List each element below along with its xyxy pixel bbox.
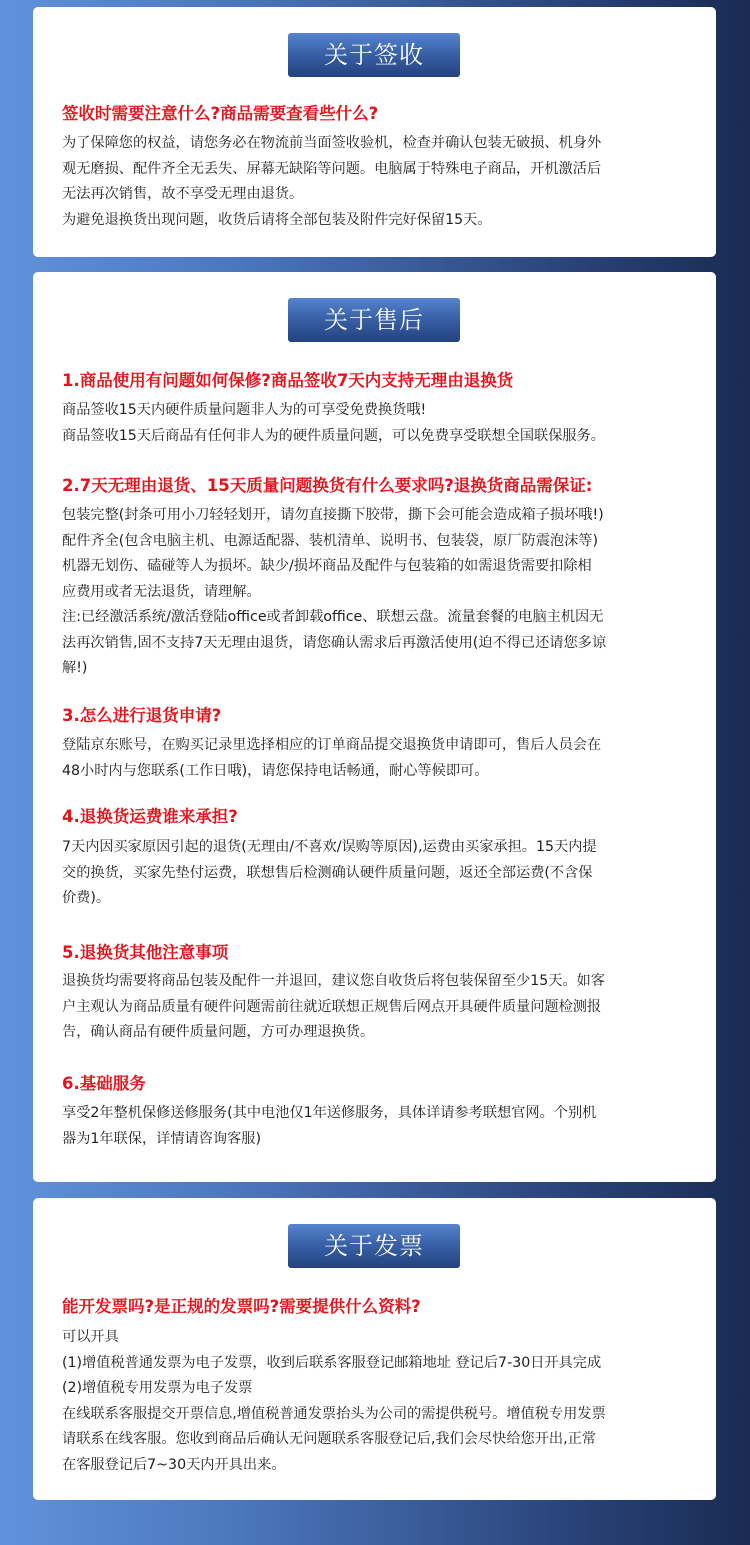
text-line: 观无磨损、配件齐全无丢失、屏幕无缺陷等问题。电脑属于特殊电子商品，开机激活后	[62, 160, 602, 177]
text-line: 请联系在线客服。您收到商品后确认无问题联系客服登记后,我们会尽快给您开出,正常	[62, 1431, 596, 1447]
text-line: 包装完整(封条可用小刀轻轻划开，请勿直接撕下胶带，撕下会可能会造成箱子损坏哦!)	[62, 507, 604, 523]
after-sales-answer-5-text	[62, 969, 698, 1046]
section-title-badge-signing: 关于签收	[288, 33, 460, 77]
after-sales-answer-1-text	[62, 398, 698, 449]
after-sales-answer-3-text	[62, 733, 698, 784]
text-line: 价费)。	[62, 890, 111, 906]
text-line: 在线联系客服提交开票信息,增值税普通发票抬头为公司的需提供税号。增值税专用发票	[62, 1405, 606, 1422]
signing-answer-text	[62, 131, 698, 233]
text-line: 享受2年整机保修送修服务(其中电池仅1年送修服务，具体详请参考联想官网。个别机	[62, 1105, 597, 1121]
text-line: 配件齐全(包含电脑主机、电源适配器、装机清单、说明书、包装袋，原厂防震泡沫等)	[62, 532, 599, 549]
signing-section-card	[33, 7, 716, 257]
text-line: 登陆京东账号，在购买记录里选择相应的订单商品提交退换货申请即可，售后人员会在	[62, 737, 602, 753]
invoice-question-heading: 能开发票吗?是正规的发票吗?需要提供什么资料?	[62, 1297, 421, 1316]
text-line: 注:已经激活系统/激活登陆office或者卸载office、联想云盘。流量套餐的电脑主机因无	[62, 609, 604, 625]
section-title-badge-after-sales: 关于售后	[288, 298, 460, 342]
after-sales-answer-4-text	[62, 835, 698, 912]
text-line: (1)增值税普通发票为电子发票，收到后联系客服登记邮箱地址 登记后7-30日开具完成	[62, 1354, 602, 1371]
text-line: 应费用或者无法退货，请理解。	[62, 583, 261, 600]
after-sales-question-4-heading: 4.退换货运费谁来承担?	[62, 807, 238, 826]
after-sales-answer-6-text	[62, 1101, 698, 1152]
after-sales-question-5-heading: 5.退换货其他注意事项	[62, 943, 229, 962]
after-sales-section-card	[33, 272, 716, 1182]
text-line: 商品签收15天内硬件质量问题非人为的可享受免费换货哦!	[62, 402, 427, 418]
text-line: 机器无划伤、磕碰等人为损坏。缺少/损坏商品及配件与包装箱的如需退货需要扣除相	[62, 558, 592, 574]
text-line: 为了保障您的权益，请您务必在物流前当面签收验机，检查并确认包装无破损、机身外	[62, 135, 602, 151]
after-sales-question-3-heading: 3.怎么进行退货申请?	[62, 706, 222, 725]
text-line: 解!)	[62, 660, 88, 676]
text-line: 器为1年联保，详情请咨询客服)	[62, 1130, 262, 1147]
text-line: 为避免退换货出现问题，收货后请将全部包装及附件完好保留15天。	[62, 211, 492, 228]
text-line: 告，确认商品有硬件质量问题，方可办理退换货。	[62, 1024, 375, 1040]
text-line: 在客服登记后7~30天内开具出来。	[62, 1456, 286, 1473]
invoice-section-card	[33, 1198, 716, 1500]
text-line: 无法再次销售，故不享受无理由退货。	[62, 186, 304, 202]
text-line: 户主观认为商品质量有硬件问题需前往就近联想正规售后网点开具硬件质量问题检测报	[62, 998, 602, 1015]
after-sales-question-6-heading: 6.基础服务	[62, 1074, 146, 1093]
text-line: 48小时内与您联系(工作日哦)，请您保持电话畅通，耐心等候即可。	[62, 762, 489, 779]
signing-question-heading: 签收时需要注意什么?商品需要查看些什么?	[62, 104, 379, 123]
text-line: 法再次销售,固不支持7天无理由退货，请您确认需求后再激活使用(迫不得已还请您多谅	[62, 634, 607, 651]
after-sales-question-2-heading: 2.7天无理由退货、15天质量问题换货有什么要求吗?退换货商品需保证:	[62, 476, 593, 495]
text-line: 商品签收15天后商品有任何非人为的硬件质量问题，可以免费享受联想全国联保服务。	[62, 427, 605, 444]
after-sales-answer-2-text	[62, 503, 698, 682]
text-line: (2)增值税专用发票为电子发票	[62, 1380, 253, 1396]
text-line: 7天内因买家原因引起的退货(无理由/不喜欢/误购等原因),运费由买家承担。15天内提	[62, 839, 597, 855]
invoice-answer-text	[62, 1325, 698, 1478]
text-line: 交的换货，买家先垫付运费，联想售后检测确认硬件质量问题，返还全部运费(不含保	[62, 864, 593, 881]
text-line: 退换货均需要将商品包装及配件一并退回，建议您自收货后将包装保留至少15天。如客	[62, 973, 605, 989]
text-line: 可以开具	[62, 1329, 119, 1345]
after-sales-question-1-heading: 1.商品使用有问题如何保修?商品签收7天内支持无理由退换货	[62, 371, 514, 390]
section-title-badge-invoice: 关于发票	[288, 1224, 460, 1268]
